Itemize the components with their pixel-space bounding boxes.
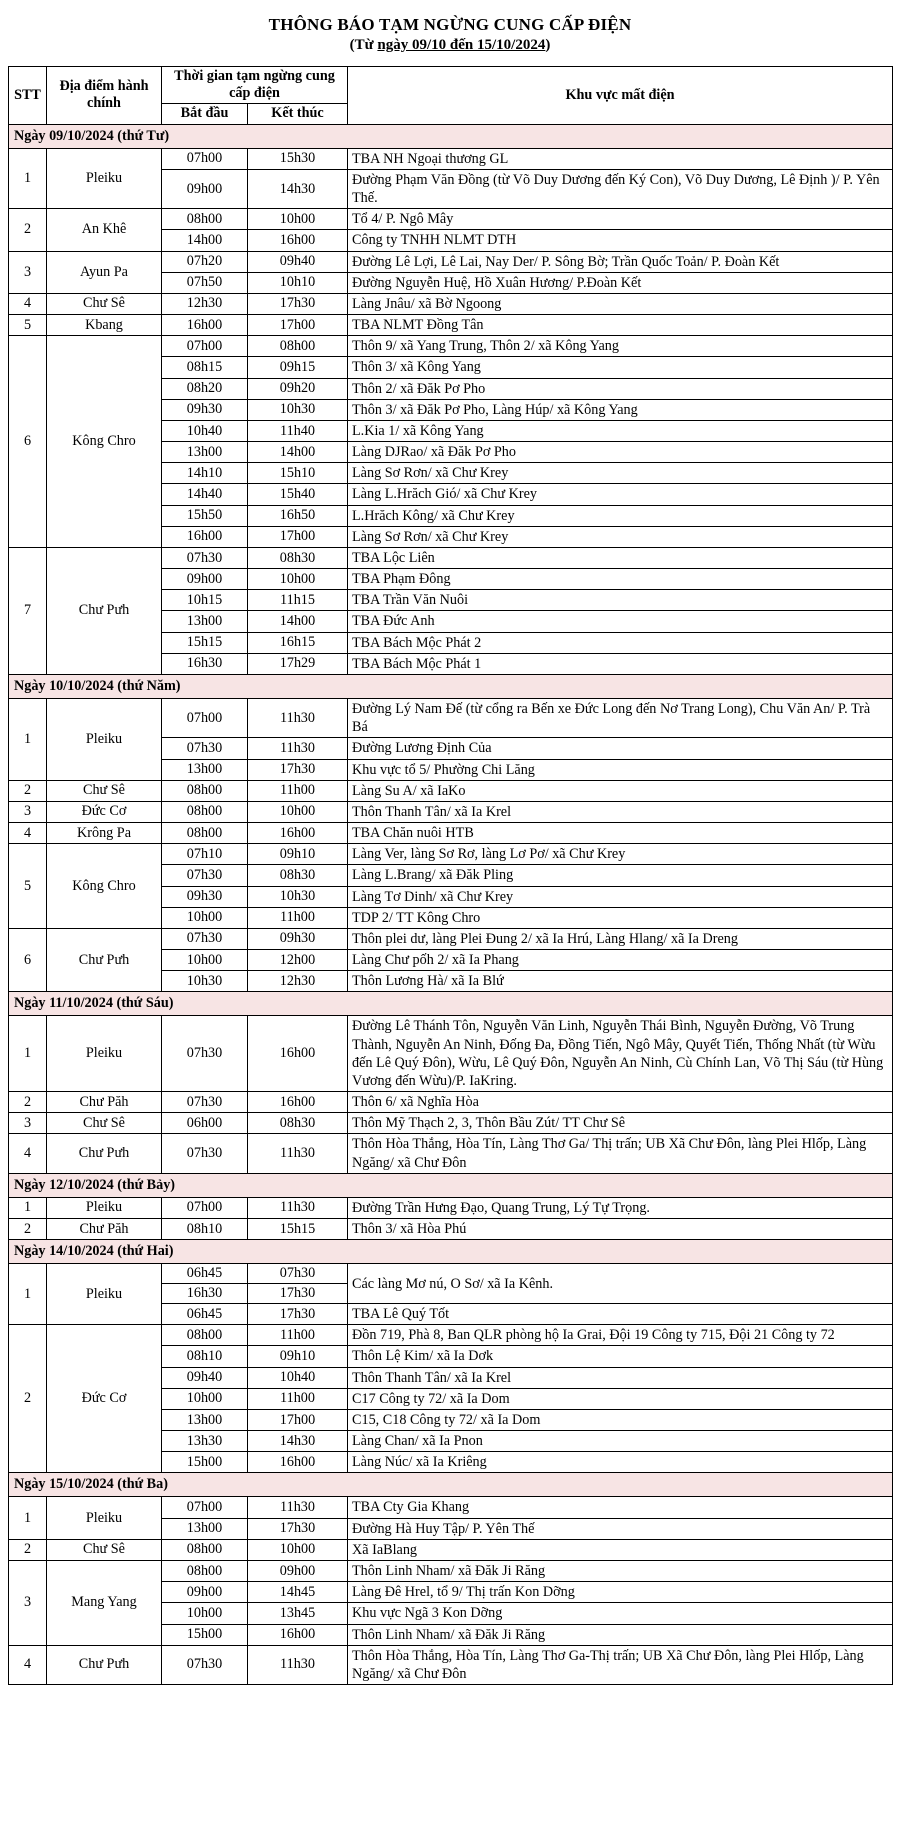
day-label: Ngày 10/10/2024 (thứ Năm): [9, 674, 893, 698]
table-row: [9, 1264, 893, 1284]
start-time-cell: 06h45: [162, 1264, 248, 1284]
affected-area-cell: Đường Trần Hưng Đạo, Quang Trung, Lý Tự Trọng.: [348, 1197, 893, 1218]
location-cell: Chư Sê: [47, 780, 162, 801]
affected-area-cell: Thôn Linh Nham/ xã Đăk Ji Răng: [348, 1561, 893, 1582]
table-row: [9, 293, 893, 314]
affected-area-cell: TBA NH Ngoại thương GL: [348, 148, 893, 169]
start-time-cell: 14h10: [162, 463, 248, 484]
end-time-cell: 11h00: [248, 1388, 348, 1409]
start-time-cell: 07h30: [162, 1645, 248, 1684]
location-cell: Kbang: [47, 315, 162, 336]
start-time-cell: 08h00: [162, 801, 248, 822]
table-row: [9, 1561, 893, 1582]
table-row: [9, 1016, 893, 1092]
end-time-cell: 17h30: [248, 1304, 348, 1325]
affected-area-cell: Làng Sơ Rơn/ xã Chư Krey: [348, 526, 893, 547]
location-cell: Pleiku: [47, 1497, 162, 1539]
day-label: Ngày 15/10/2024 (thứ Ba): [9, 1473, 893, 1497]
end-time-cell: 07h30: [248, 1264, 348, 1284]
row-index-cell: 5: [9, 315, 47, 336]
start-time-cell: 06h00: [162, 1113, 248, 1134]
end-time-cell: 16h00: [248, 1624, 348, 1645]
table-row: [9, 148, 893, 169]
location-cell: Chư Pưh: [47, 928, 162, 992]
day-section-header: [9, 674, 893, 698]
end-time-cell: 15h30: [248, 148, 348, 169]
affected-area-cell: L.Kia 1/ xã Kông Yang: [348, 420, 893, 441]
location-cell: Pleiku: [47, 148, 162, 209]
location-cell: Chư Păh: [47, 1092, 162, 1113]
affected-area-cell: Đường Lý Nam Đế (từ cổng ra Bến xe Đức Long đến Nơ Trang Long), Chu Văn An/ P. Trà Bá: [348, 698, 893, 737]
end-time-cell: 11h30: [248, 1197, 348, 1218]
day-section-header: [9, 1173, 893, 1197]
start-time-cell: 08h00: [162, 209, 248, 230]
end-time-cell: 11h40: [248, 420, 348, 441]
affected-area-cell: Làng Tơ Dinh/ xã Chư Krey: [348, 886, 893, 907]
affected-area-cell: TDP 2/ TT Kông Chro: [348, 907, 893, 928]
end-time-cell: 11h30: [248, 738, 348, 759]
affected-area-cell: Khu vực tổ 5/ Phường Chi Lăng: [348, 759, 893, 780]
row-index-cell: 2: [9, 209, 47, 251]
row-index-cell: 4: [9, 1134, 47, 1173]
end-time-cell: 09h15: [248, 357, 348, 378]
header-area: Khu vực mất điện: [348, 66, 893, 124]
table-row: [9, 698, 893, 737]
location-cell: Pleiku: [47, 1264, 162, 1325]
row-index-cell: 7: [9, 547, 47, 674]
row-index-cell: 2: [9, 1218, 47, 1239]
table-body: [9, 124, 893, 1684]
day-label: Ngày 12/10/2024 (thứ Bảy): [9, 1173, 893, 1197]
affected-area-cell: TBA Lê Quý Tốt: [348, 1304, 893, 1325]
location-cell: Đức Cơ: [47, 801, 162, 822]
end-time-cell: 11h30: [248, 1134, 348, 1173]
location-cell: Chư Pưh: [47, 1134, 162, 1173]
row-index-cell: 4: [9, 823, 47, 844]
location-cell: Chư Pưh: [47, 547, 162, 674]
end-time-cell: 16h50: [248, 505, 348, 526]
end-time-cell: 15h40: [248, 484, 348, 505]
start-time-cell: 07h00: [162, 336, 248, 357]
title-block: [8, 8, 892, 66]
start-time-cell: 10h00: [162, 950, 248, 971]
row-index-cell: 1: [9, 698, 47, 780]
row-index-cell: 2: [9, 1092, 47, 1113]
affected-area-cell: TBA Đức Anh: [348, 611, 893, 632]
end-time-cell: 09h10: [248, 1346, 348, 1367]
start-time-cell: 07h30: [162, 1092, 248, 1113]
affected-area-cell: TBA Bách Mộc Phát 2: [348, 632, 893, 653]
location-cell: Chư Păh: [47, 1218, 162, 1239]
end-time-cell: 17h30: [248, 759, 348, 780]
affected-area-cell: TBA Chăn nuôi HTB: [348, 823, 893, 844]
affected-area-cell: Khu vực Ngã 3 Kon Dỡng: [348, 1603, 893, 1624]
affected-area-cell: Thôn Hòa Thắng, Hòa Tín, Làng Thơ Ga/ Thị trấn; UB Xã Chư Đôn, làng Plei Hlốp, Làng Ngăng/ xã Chư Đôn: [348, 1134, 893, 1173]
location-cell: Ayun Pa: [47, 251, 162, 293]
day-section-header: [9, 992, 893, 1016]
table-row: [9, 251, 893, 272]
location-cell: Pleiku: [47, 698, 162, 780]
start-time-cell: 16h30: [162, 1284, 248, 1304]
start-time-cell: 09h00: [162, 569, 248, 590]
affected-area-cell: TBA Bách Mộc Phát 1: [348, 653, 893, 674]
start-time-cell: 08h00: [162, 1325, 248, 1346]
start-time-cell: 07h00: [162, 148, 248, 169]
location-cell: Đức Cơ: [47, 1325, 162, 1473]
affected-area-cell: Thôn 3/ xã Đăk Pơ Pho, Làng Húp/ xã Kông Yang: [348, 399, 893, 420]
row-index-cell: 1: [9, 148, 47, 209]
table-row: [9, 780, 893, 801]
subtitle-date-range: ngày 09/10 đến 15/10/2024: [377, 37, 546, 54]
end-time-cell: 11h30: [248, 1645, 348, 1684]
page-title: THÔNG BÁO TẠM NGỪNG CUNG CẤP ĐIỆN: [268, 15, 632, 34]
end-time-cell: 15h10: [248, 463, 348, 484]
day-section-header: [9, 124, 893, 148]
start-time-cell: 06h45: [162, 1304, 248, 1325]
location-cell: Chư Sê: [47, 293, 162, 314]
affected-area-cell: TBA Cty Gia Khang: [348, 1497, 893, 1518]
start-time-cell: 07h30: [162, 1016, 248, 1092]
start-time-cell: 08h00: [162, 1561, 248, 1582]
start-time-cell: 09h00: [162, 169, 248, 208]
affected-area-cell: Làng Chư pốh 2/ xã Ia Phang: [348, 950, 893, 971]
table-row: [9, 547, 893, 568]
start-time-cell: 10h00: [162, 1603, 248, 1624]
table-row: [9, 823, 893, 844]
affected-area-cell: TBA Phạm Đông: [348, 569, 893, 590]
end-time-cell: 16h00: [248, 1016, 348, 1092]
affected-area-cell: Làng DJRao/ xã Đăk Pơ Pho: [348, 442, 893, 463]
start-time-cell: 07h30: [162, 738, 248, 759]
affected-area-cell: TBA Lộc Liên: [348, 547, 893, 568]
start-time-cell: 09h40: [162, 1367, 248, 1388]
end-time-cell: 11h30: [248, 1497, 348, 1518]
start-time-cell: 07h20: [162, 251, 248, 272]
affected-area-cell: Thôn Lệ Kim/ xã Ia Dơk: [348, 1346, 893, 1367]
end-time-cell: 11h15: [248, 590, 348, 611]
affected-area-cell: Thôn 9/ xã Yang Trung, Thôn 2/ xã Kông Yang: [348, 336, 893, 357]
end-time-cell: 10h00: [248, 801, 348, 822]
affected-area-cell: Các làng Mơ nú, O Sơ/ xã Ia Kênh.: [348, 1264, 893, 1304]
end-time-cell: 16h00: [248, 230, 348, 251]
end-time-cell: 09h00: [248, 1561, 348, 1582]
start-time-cell: 09h30: [162, 399, 248, 420]
end-time-cell: 17h30: [248, 1518, 348, 1539]
location-cell: An Khê: [47, 209, 162, 251]
end-time-cell: 09h40: [248, 251, 348, 272]
end-time-cell: 14h30: [248, 1431, 348, 1452]
start-time-cell: 07h00: [162, 1197, 248, 1218]
end-time-cell: 17h00: [248, 1409, 348, 1430]
day-label: Ngày 09/10/2024 (thứ Tư): [9, 124, 893, 148]
affected-area-cell: Làng L.Hrăch Gió/ xã Chư Krey: [348, 484, 893, 505]
subtitle-suffix: ): [545, 37, 551, 54]
location-cell: Mang Yang: [47, 1561, 162, 1646]
location-cell: Kông Chro: [47, 336, 162, 548]
table-row: [9, 1092, 893, 1113]
start-time-cell: 07h10: [162, 844, 248, 865]
start-time-cell: 07h30: [162, 547, 248, 568]
affected-area-cell: Thôn 6/ xã Nghĩa Hòa: [348, 1092, 893, 1113]
row-index-cell: 3: [9, 1113, 47, 1134]
affected-area-cell: Thôn 2/ xã Đăk Pơ Pho: [348, 378, 893, 399]
end-time-cell: 08h30: [248, 547, 348, 568]
table-row: [9, 801, 893, 822]
affected-area-cell: Làng Núc/ xã Ia Kriêng: [348, 1452, 893, 1473]
day-section-header: [9, 1473, 893, 1497]
end-time-cell: 11h00: [248, 780, 348, 801]
row-index-cell: 2: [9, 780, 47, 801]
affected-area-cell: Thôn plei dư, làng Plei Đung 2/ xã Ia Hrú, Làng Hlang/ xã Ia Dreng: [348, 928, 893, 949]
header-row-1: [9, 66, 893, 104]
row-index-cell: 1: [9, 1497, 47, 1539]
affected-area-cell: Đường Phạm Văn Đồng (từ Võ Duy Dương đến Ký Con), Võ Duy Dương, Lê Định )/ P. Yên Thế.: [348, 169, 893, 208]
end-time-cell: 11h00: [248, 907, 348, 928]
table-header: [9, 66, 893, 124]
header-end: Kết thúc: [248, 104, 348, 124]
start-time-cell: 12h30: [162, 293, 248, 314]
end-time-cell: 16h15: [248, 632, 348, 653]
start-time-cell: 10h30: [162, 971, 248, 992]
location-cell: Kông Chro: [47, 844, 162, 929]
page-subtitle: [8, 36, 892, 56]
table-row: [9, 209, 893, 230]
row-index-cell: 4: [9, 1645, 47, 1684]
start-time-cell: 14h40: [162, 484, 248, 505]
end-time-cell: 10h10: [248, 272, 348, 293]
row-index-cell: 1: [9, 1197, 47, 1218]
end-time-cell: 16h00: [248, 1092, 348, 1113]
affected-area-cell: Thôn Linh Nham/ xã Đăk Ji Răng: [348, 1624, 893, 1645]
header-stt: STT: [9, 66, 47, 124]
row-index-cell: 5: [9, 844, 47, 929]
start-time-cell: 13h00: [162, 759, 248, 780]
location-cell: Chư Sê: [47, 1539, 162, 1560]
table-row: [9, 1325, 893, 1346]
affected-area-cell: Thôn Mỹ Thạch 2, 3, Thôn Bầu Zút/ TT Chư Sê: [348, 1113, 893, 1134]
affected-area-cell: Làng Ver, làng Sơ Rơ, làng Lơ Pơ/ xã Chư Krey: [348, 844, 893, 865]
affected-area-cell: TBA NLMT Đồng Tân: [348, 315, 893, 336]
start-time-cell: 10h00: [162, 907, 248, 928]
end-time-cell: 10h00: [248, 209, 348, 230]
row-index-cell: 3: [9, 801, 47, 822]
start-time-cell: 07h30: [162, 928, 248, 949]
row-index-cell: 3: [9, 251, 47, 293]
outage-schedule-table: [8, 66, 893, 1685]
affected-area-cell: C15, C18 Công ty 72/ xã Ia Dom: [348, 1409, 893, 1430]
location-cell: Krông Pa: [47, 823, 162, 844]
row-index-cell: 2: [9, 1539, 47, 1560]
start-time-cell: 09h30: [162, 886, 248, 907]
start-time-cell: 13h30: [162, 1431, 248, 1452]
end-time-cell: 10h00: [248, 569, 348, 590]
row-index-cell: 3: [9, 1561, 47, 1646]
start-time-cell: 08h15: [162, 357, 248, 378]
end-time-cell: 08h30: [248, 865, 348, 886]
end-time-cell: 10h40: [248, 1367, 348, 1388]
start-time-cell: 13h00: [162, 1518, 248, 1539]
start-time-cell: 15h50: [162, 505, 248, 526]
location-cell: Chư Sê: [47, 1113, 162, 1134]
start-time-cell: 08h10: [162, 1346, 248, 1367]
end-time-cell: 10h00: [248, 1539, 348, 1560]
header-time-group: Thời gian tạm ngừng cung cấp điện: [162, 66, 348, 104]
start-time-cell: 07h00: [162, 698, 248, 737]
header-location: Địa điểm hành chính: [47, 66, 162, 124]
affected-area-cell: Làng Chan/ xã Ia Pnon: [348, 1431, 893, 1452]
affected-area-cell: Thôn Thanh Tân/ xã Ia Krel: [348, 801, 893, 822]
affected-area-cell: Làng Jnâu/ xã Bờ Ngoong: [348, 293, 893, 314]
table-row: [9, 315, 893, 336]
row-index-cell: 6: [9, 336, 47, 548]
affected-area-cell: L.Hrăch Kông/ xã Chư Krey: [348, 505, 893, 526]
affected-area-cell: Thôn Lương Hà/ xã Ia Blứ: [348, 971, 893, 992]
affected-area-cell: Đường Lê Thánh Tôn, Nguyễn Văn Linh, Nguyễn Thái Bình, Nguyễn Đường, Võ Trung Thành, Nguyễn An Ninh, Đống Đa, Đồng Tiến, Ngô Mây, Quyết Tiến, Thống Nhất (từ Wừu đến Lê Quý Đôn), Wừu, Lê Quý Đôn, Nguyễn An Ninh, Cù Chính Lan, Võ Thị Sáu (từ Hùng Vương đến Wừu)/P. IaKring.: [348, 1016, 893, 1092]
affected-area-cell: Làng Sơ Rơn/ xã Chư Krey: [348, 463, 893, 484]
table-row: [9, 1134, 893, 1173]
end-time-cell: 08h00: [248, 336, 348, 357]
affected-area-cell: Công ty TNHH NLMT DTH: [348, 230, 893, 251]
end-time-cell: 17h29: [248, 653, 348, 674]
start-time-cell: 08h00: [162, 780, 248, 801]
day-label: Ngày 11/10/2024 (thứ Sáu): [9, 992, 893, 1016]
table-row: [9, 1197, 893, 1218]
row-index-cell: 1: [9, 1016, 47, 1092]
start-time-cell: 14h00: [162, 230, 248, 251]
start-time-cell: 07h50: [162, 272, 248, 293]
subtitle-prefix: (Từ: [349, 37, 378, 54]
end-time-cell: 13h45: [248, 1603, 348, 1624]
start-time-cell: 10h40: [162, 420, 248, 441]
affected-area-cell: Làng Đê Hrel, tổ 9/ Thị trấn Kon Dỡng: [348, 1582, 893, 1603]
table-row: [9, 844, 893, 865]
end-time-cell: 12h30: [248, 971, 348, 992]
end-time-cell: 16h00: [248, 1452, 348, 1473]
affected-area-cell: Thôn 3/ xã Kông Yang: [348, 357, 893, 378]
location-cell: Pleiku: [47, 1197, 162, 1218]
end-time-cell: 09h10: [248, 844, 348, 865]
day-label: Ngày 14/10/2024 (thứ Hai): [9, 1240, 893, 1264]
location-cell: Pleiku: [47, 1016, 162, 1092]
table-row: [9, 1497, 893, 1518]
affected-area-cell: Thôn Hòa Thắng, Hòa Tín, Làng Thơ Ga-Thị trấn; UB Xã Chư Đôn, làng Plei Hlốp, Làng Ngăng/ xã Chư Đôn: [348, 1645, 893, 1684]
table-row: [9, 1113, 893, 1134]
start-time-cell: 13h00: [162, 1409, 248, 1430]
row-index-cell: 1: [9, 1264, 47, 1325]
affected-area-cell: C17 Công ty 72/ xã Ia Dom: [348, 1388, 893, 1409]
affected-area-cell: Làng L.Brang/ xã Đăk Pling: [348, 865, 893, 886]
start-time-cell: 15h00: [162, 1452, 248, 1473]
start-time-cell: 08h00: [162, 1539, 248, 1560]
day-section-header: [9, 1240, 893, 1264]
location-cell: Chư Pưh: [47, 1645, 162, 1684]
affected-area-cell: Thôn 3/ xã Hòa Phú: [348, 1218, 893, 1239]
end-time-cell: 15h15: [248, 1218, 348, 1239]
end-time-cell: 14h00: [248, 611, 348, 632]
end-time-cell: 10h30: [248, 886, 348, 907]
affected-area-cell: Đường Hà Huy Tập/ P. Yên Thế: [348, 1518, 893, 1539]
end-time-cell: 12h00: [248, 950, 348, 971]
table-row: [9, 1539, 893, 1560]
affected-area-cell: Làng Su A/ xã IaKo: [348, 780, 893, 801]
start-time-cell: 16h00: [162, 315, 248, 336]
affected-area-cell: Đường Lương Định Của: [348, 738, 893, 759]
start-time-cell: 07h30: [162, 865, 248, 886]
end-time-cell: 09h20: [248, 378, 348, 399]
row-index-cell: 4: [9, 293, 47, 314]
affected-area-cell: Đồn 719, Phà 8, Ban QLR phòng hộ Ia Grai, Đội 19 Công ty 715, Đội 21 Công ty 72: [348, 1325, 893, 1346]
start-time-cell: 16h30: [162, 653, 248, 674]
affected-area-cell: Thôn Thanh Tân/ xã Ia Krel: [348, 1367, 893, 1388]
start-time-cell: 09h00: [162, 1582, 248, 1603]
affected-area-cell: Đường Lê Lợi, Lê Lai, Nay Der/ P. Sông Bờ; Trần Quốc Toản/ P. Đoàn Kết: [348, 251, 893, 272]
start-time-cell: 08h00: [162, 823, 248, 844]
end-time-cell: 09h30: [248, 928, 348, 949]
start-time-cell: 07h30: [162, 1134, 248, 1173]
table-row: [9, 1645, 893, 1684]
row-index-cell: 6: [9, 928, 47, 992]
header-start: Bắt đầu: [162, 104, 248, 124]
start-time-cell: 07h00: [162, 1497, 248, 1518]
start-time-cell: 13h00: [162, 442, 248, 463]
row-index-cell: 2: [9, 1325, 47, 1473]
affected-area-cell: Xã IaBlang: [348, 1539, 893, 1560]
start-time-cell: 08h20: [162, 378, 248, 399]
table-row: [9, 1218, 893, 1239]
end-time-cell: 14h30: [248, 169, 348, 208]
start-time-cell: 10h15: [162, 590, 248, 611]
start-time-cell: 15h00: [162, 1624, 248, 1645]
start-time-cell: 08h10: [162, 1218, 248, 1239]
end-time-cell: 17h00: [248, 526, 348, 547]
start-time-cell: 10h00: [162, 1388, 248, 1409]
end-time-cell: 14h00: [248, 442, 348, 463]
end-time-cell: 10h30: [248, 399, 348, 420]
start-time-cell: 16h00: [162, 526, 248, 547]
affected-area-cell: TBA Trần Văn Nuôi: [348, 590, 893, 611]
end-time-cell: 11h00: [248, 1325, 348, 1346]
table-row: [9, 336, 893, 357]
end-time-cell: 11h30: [248, 698, 348, 737]
end-time-cell: 17h30: [248, 293, 348, 314]
start-time-cell: 15h15: [162, 632, 248, 653]
end-time-cell: 17h00: [248, 315, 348, 336]
end-time-cell: 08h30: [248, 1113, 348, 1134]
end-time-cell: 16h00: [248, 823, 348, 844]
end-time-cell: 14h45: [248, 1582, 348, 1603]
affected-area-cell: Tổ 4/ P. Ngô Mây: [348, 209, 893, 230]
affected-area-cell: Đường Nguyễn Huệ, Hồ Xuân Hương/ P.Đoàn Kết: [348, 272, 893, 293]
table-row: [9, 928, 893, 949]
start-time-cell: 13h00: [162, 611, 248, 632]
end-time-cell: 17h30: [248, 1284, 348, 1304]
